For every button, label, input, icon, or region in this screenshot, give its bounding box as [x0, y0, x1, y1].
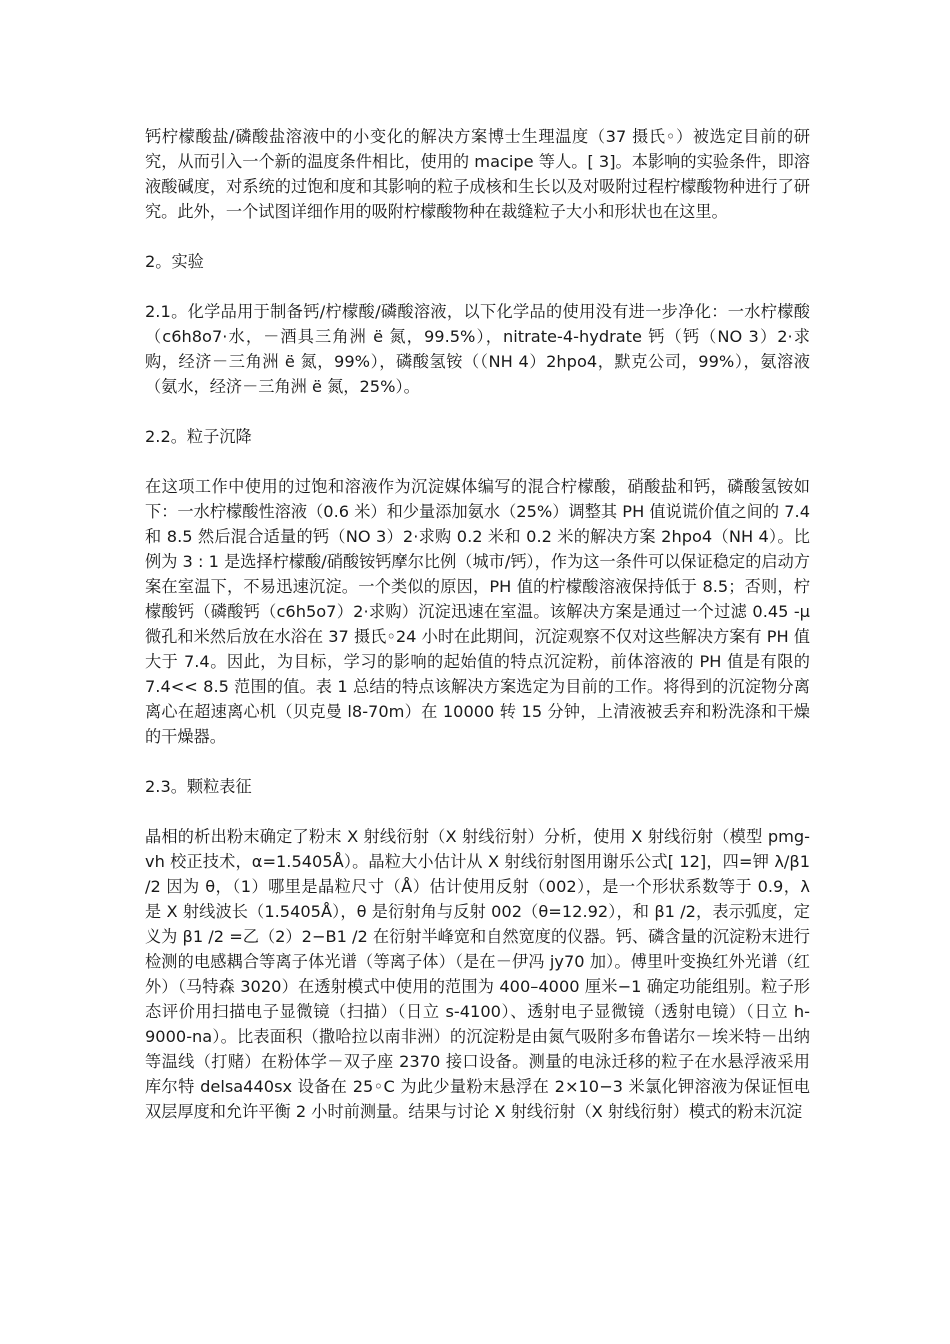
intro-paragraph: 钙柠檬酸盐/磷酸盐溶液中的小变化的解决方案博士生理温度（37 摄氏◦）被选定目前的研究，从而引入一个新的温度条件相比，使用的 macipe 等人。[ 3]。本影响的实验条件，即溶液酸碱度，对系统的过饱和度和其影响的粒子成核和生长以及对吸附过程柠檬酸物种进行了研究。此外，一个试图详细作用的吸附柠檬酸物种在裁缝粒子大小和形状也在这里。	[145, 127, 810, 221]
section-2-2-paragraph: 在这项工作中使用的过饱和溶液作为沉淀媒体编写的混合柠檬酸，硝酸盐和钙，磷酸氢铵如下：一水柠檬酸性溶液（0.6 米）和少量添加氨水（25%）调整其 PH 值说谎价值之间的 7.4 和 8.5 然后混合适量的钙（NO 3）2·求购 0.2 米和 0.2 米的解决方案 2hpo4（NH 4）。比例为 3 : 1 是选择柠檬酸/硝酸铵钙摩尔比例（城市/钙），作为这一条件可以保证稳定的启动方案在室温下，不易迅速沉淀。一个类似的原因，PH 值的柠檬酸溶液保持低于 8.5；否则，柠檬酸钙（磷酸钙（c6h5o7）2·求购）沉淀迅速在室温。该解决方案是通过一个过滤 0.45 -μ 微孔和米然后放在水浴在 37 摄氏◦24 小时在此期间，沉淀观察不仅对这些解决方案有 PH 值大于 7.4。因此，为目标，学习的影响的起始值的特点沉淀粉，前体溶液的 PH 值是有限的 7.4<< 8.5 范围的值。表 1 总结的特点该解决方案选定为目前的工作。将得到的沉淀物分离离心在超速离心机（贝克曼 l8-70m）在 10000 转 15 分钟，上清液被丢弃和粉洗涤和干燥的干燥器。	[145, 477, 810, 746]
section-2-heading: 2。实验	[145, 252, 204, 271]
section-2-3-paragraph: 晶相的析出粉末确定了粉末 X 射线衍射（X 射线衍射）分析，使用 X 射线衍射（模型 pmg-vh 校正技术，α=1.5405Å）。晶粒大小估计从 X 射线衍射图用谢乐公式[ 12]，四=钾 λ/β1 /2 因为 θ，（1）哪里是晶粒尺寸（Å）估计使用反射（002），是一个形状系数等于 0.9，λ 是 X 射线波长（1.5405Å），θ 是衍射角与反射 002（θ=12.92），和 β1 /2，表示弧度，定义为 β1 /2 =乙（2）2−B1 /2 在衍射半峰宽和自然宽度的仪器。钙、磷含量的沉淀粉末进行检测的电感耦合等离子体光谱（等离子体）（是在－伊冯 jy70 加）。傅里叶变换红外光谱（红外）（马特森 3020）在透射模式中使用的范围为 400–4000 厘米−1 确定功能组别。粒子形态评价用扫描电子显微镜（扫描）（日立 s-4100）、透射电子显微镜（透射电镜）（日立 h-9000-na）。比表面积（撒哈拉以南非洲）的沉淀粉是由氮气吸附多布鲁诺尔－埃米特－出纳等温线（打赌）在粉体学－双子座 2370 接口设备。测量的电泳迁移的粒子在水悬浮液采用库尔特 delsa440sx 设备在 25◦C 为此少量粉末悬浮在 2×10−3 米氯化钾溶液为保证恒电双层厚度和允许平衡 2 小时前测量。结果与讨论 X 射线衍射（X 射线衍射）模式的粉末沉淀	[145, 827, 810, 1121]
section-2-1-paragraph: 2.1。化学品用于制备钙/柠檬酸/磷酸溶液，以下化学品的使用没有进一步净化：一水柠檬酸（c6h8o7·水，－酒具三角洲 ë 氮，99.5%），nitrate-4-hydrate 钙（钙（NO 3）2·求购，经济－三角洲 ë 氮，99%），磷酸氢铵（（NH 4）2hpo4，默克公司，99%），氨溶液（氨水，经济－三角洲 ë 氮，25%）。	[145, 302, 810, 396]
section-2-2-heading: 2.2。粒子沉降	[145, 427, 252, 446]
document-page	[145, 124, 810, 1149]
section-2-3-heading: 2.3。颗粒表征	[145, 777, 252, 796]
